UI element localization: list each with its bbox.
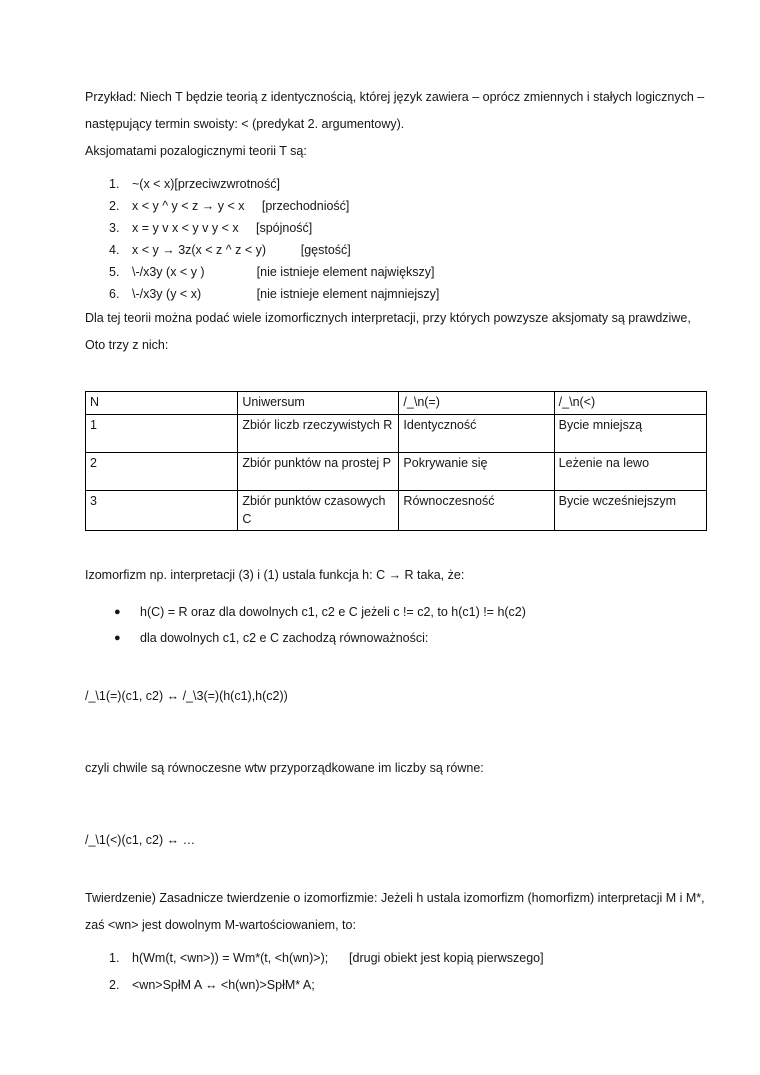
axiom-text: x < y ^ y < z → y < x [przechodniość]	[132, 199, 350, 213]
table-row	[86, 491, 707, 531]
bullet-icon: ●	[114, 632, 121, 644]
table-header-n: N	[86, 392, 238, 415]
theorem-item-text: h(Wm(t, <wn>)) = Wm*(t, <h(wn)>); [drugi obiekt jest kopią pierwszego]	[132, 951, 544, 965]
table-header-uniwersum: Uniwersum	[238, 392, 399, 415]
bullet-icon: ●	[114, 606, 121, 618]
axiom-number: 5.	[109, 265, 120, 279]
axiom-text: x < y → 3z(x < z ^ z < y) [gęstość]	[132, 243, 351, 257]
interpretations-paragraph: Dla tej teorii można podać wiele izomorficznych interpretacji, przy których powzysze aksjomaty są prawdziwe, Oto trzy z nich:	[85, 311, 691, 352]
axiom-item	[85, 239, 712, 261]
bullet-item	[85, 599, 712, 625]
axiom-text: \-/x3y (x < y ) [nie istnieje element największy]	[132, 265, 435, 279]
axiom-number: 4.	[109, 243, 120, 257]
table-header-less: /_\n(<)	[554, 392, 706, 415]
axiom-item	[85, 217, 712, 239]
intro-paragraph: Przykład: Niech T będzie teorią z identycznością, której język zawiera – oprócz zmiennych i stałych logicznych – następujący termin swoisty: < (predykat 2. argumentowy).	[85, 90, 705, 131]
table-cell: Bycie mniejszą	[554, 415, 706, 453]
theorem-item-number: 2.	[109, 978, 120, 992]
theorem-item-text: <wn>SpłM A ↔ <h(wn)>SpłM* A;	[132, 978, 315, 992]
table-header-equals: /_\n(=)	[399, 392, 554, 415]
table-cell: Pokrywanie się	[399, 453, 554, 491]
table-header-row	[86, 392, 707, 415]
theorem-paragraph: Twierdzenie) Zasadnicze twierdzenie o izomorfizmie: Jeżeli h ustala izomorfizm (homorfizm) interpretacji M i M*, zaś <wn> jest dowolnym M-wartościowaniem, to:	[85, 891, 705, 932]
table-cell: 3	[86, 491, 238, 531]
table-row	[86, 453, 707, 491]
table-cell: Zbiór punktów na prostej P	[238, 453, 399, 491]
axiom-item	[85, 261, 712, 283]
table-cell: Identyczność	[399, 415, 554, 453]
table-cell: 2	[86, 453, 238, 491]
axioms-intro-paragraph: Aksjomatami pozalogicznymi teorii T są:	[85, 144, 307, 158]
isomorphism-paragraph: Izomorfizm np. interpretacji (3) i (1) ustala funkcja h: C → R taka, że:	[85, 568, 465, 582]
table-cell: Zbiór punktów czasowych C	[238, 491, 399, 531]
axiom-text: x = y v x < y v y < x [spójność]	[132, 221, 313, 235]
axiom-number: 2.	[109, 199, 120, 213]
axiom-text: ~(x < x)[przeciwzwrotność]	[132, 177, 280, 191]
bullet-item	[85, 625, 712, 651]
bullet-text: dla dowolnych c1, c2 e C zachodzą równoważności:	[140, 631, 429, 645]
table-row	[86, 415, 707, 453]
formula-less: /_\1(<)(c1, c2) ↔ …	[85, 833, 196, 847]
interpretations-table	[85, 391, 707, 531]
theorem-list	[85, 945, 712, 999]
axiom-number: 6.	[109, 287, 120, 301]
axiom-text: \-/x3y (y < x) [nie istnieje element najmniejszy]	[132, 287, 440, 301]
bullet-text: h(C) = R oraz dla dowolnych c1, c2 e C jeżeli c != c2, to h(c1) != h(c2)	[140, 605, 526, 619]
axiom-number: 3.	[109, 221, 120, 235]
axiom-item	[85, 195, 712, 217]
axiom-list	[85, 173, 712, 305]
theorem-item	[85, 972, 712, 999]
table-cell: Równoczesność	[399, 491, 554, 531]
theorem-item	[85, 945, 712, 972]
axiom-item	[85, 173, 712, 195]
table-cell: 1	[86, 415, 238, 453]
axiom-number: 1.	[109, 177, 120, 191]
bullet-list	[85, 599, 712, 651]
table-cell: Zbiór liczb rzeczywistych R	[238, 415, 399, 453]
table-cell: Bycie wcześniejszym	[554, 491, 706, 531]
theorem-item-number: 1.	[109, 951, 120, 965]
formula-equivalence: /_\1(=)(c1, c2) ↔ /_\3(=)(h(c1),h(c2))	[85, 689, 288, 703]
table-cell: Leżenie na lewo	[554, 453, 706, 491]
axiom-item	[85, 283, 712, 305]
czyli-paragraph: czyli chwile są równoczesne wtw przyporządkowane im liczby są równe:	[85, 761, 484, 775]
